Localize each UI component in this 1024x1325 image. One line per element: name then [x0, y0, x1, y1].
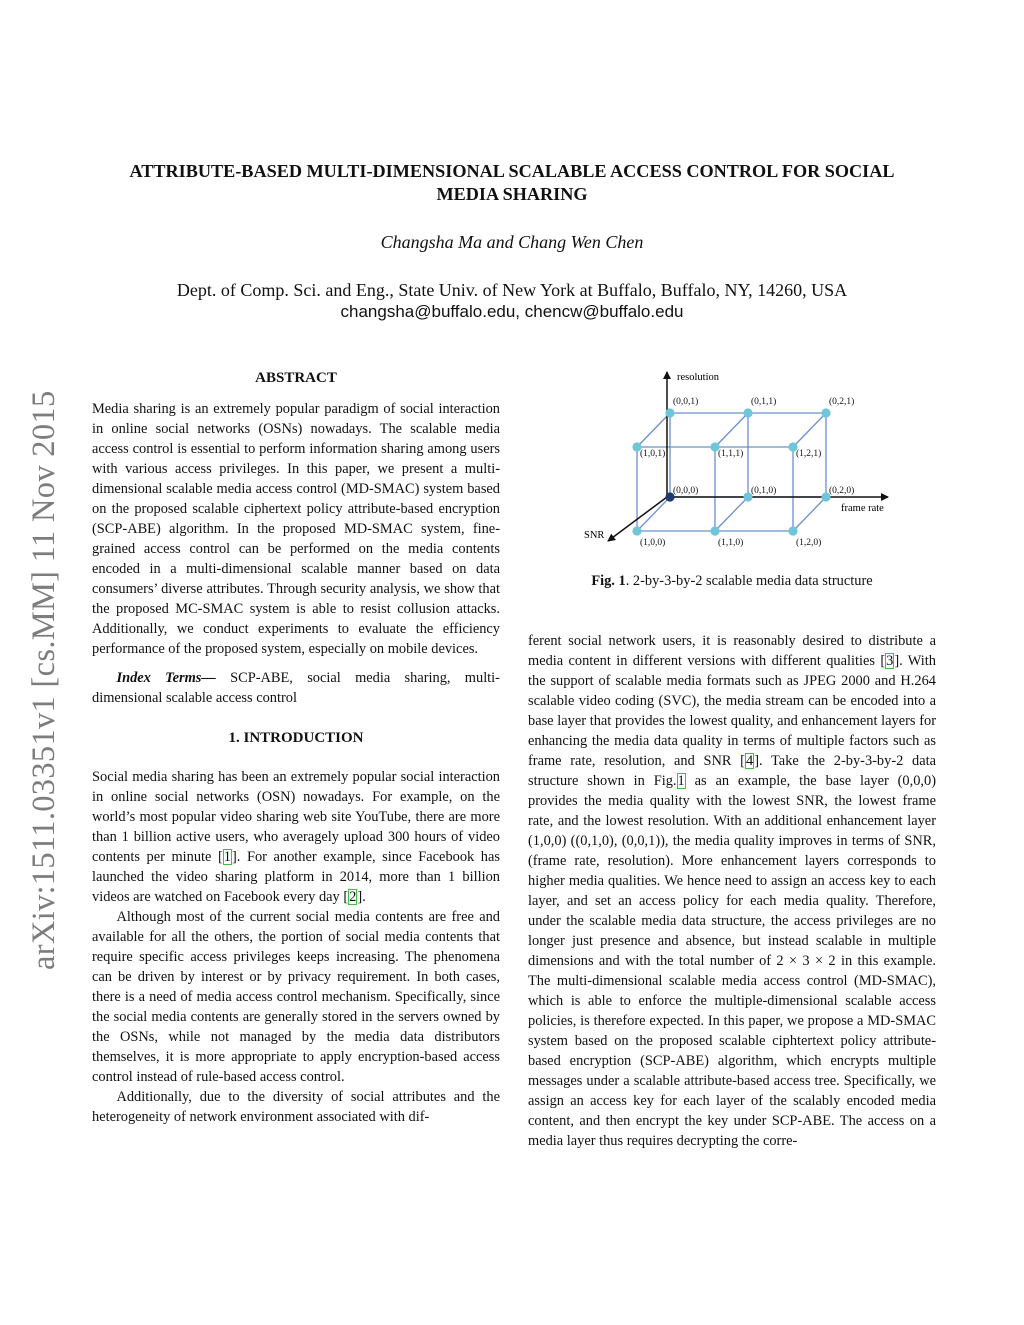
node-label: (0,1,1) — [751, 397, 777, 407]
cube-edge — [793, 497, 826, 531]
email-addresses: changsha@buffalo.edu, chencw@buffalo.edu — [340, 302, 684, 321]
citation-link-4[interactable]: 4 — [745, 753, 754, 769]
introduction-heading: 1. INTRODUCTION — [228, 730, 364, 746]
affiliation-block — [80, 279, 944, 323]
cube-node — [632, 526, 641, 535]
node-label: (1,0,0) — [640, 538, 666, 548]
node-label: (0,0,0) — [673, 486, 699, 496]
index-terms-label: Index Terms— — [116, 670, 216, 686]
node-label: (1,2,1) — [796, 449, 822, 459]
cube-edges — [637, 413, 826, 531]
node-label: (1,1,1) — [718, 449, 744, 459]
cube-node — [710, 526, 719, 535]
authors: Changsha Ma and Chang Wen Chen — [380, 232, 644, 252]
citation-link-2[interactable]: 2 — [349, 889, 357, 905]
node-label: (0,1,0) — [751, 486, 777, 496]
cube-edge — [637, 497, 670, 531]
cube-edge — [715, 497, 748, 531]
intro-paragraph-3: Additionally, due to the diversity of social attributes and the heterogeneity of network environment associated with dif- — [92, 1089, 500, 1125]
cube-node — [821, 408, 830, 417]
arxiv-identifier: arXiv:1511.03351v1 [cs.MM] 11 Nov 2015 — [26, 390, 62, 970]
citation-link-3[interactable]: 3 — [886, 653, 894, 669]
node-label: (1,1,0) — [718, 538, 744, 548]
abstract-text: Media sharing is an extremely popular paradigm of social interaction in online social networks (OSNs) nowadays. The scalable media access control is essential to perform information sharing among users with various access privileges. In this paper, we present a multi-dimensional scalable media access control (MD-SMAC) system based on the proposed scalable ciphertext policy attribute-based encryption (SCP-ABE) algorithm. In the proposed MD-SMAC system, fine-grained access control can be performed on the media contents encoded in a multi-dimensional scalable manner based on data consumers’ diverse attributes. Through security analysis, we show that the proposed MC-SMAC system is able to resist collusion attacks. Additionally, we conduct experiments to evaluate the efficiency performance of the proposed system, especially on mobile devices. — [92, 401, 500, 657]
cube-edge — [637, 413, 670, 447]
cube-edge — [793, 413, 826, 447]
right-column — [528, 631, 936, 1151]
intro-paragraph-1: Social media sharing has been an extremely popular social interaction in online social networks (OSN) nowadays. For example, on the world’s most popular video sharing web site YouTube, there are more than 1 billion active users, who averagely upload 300 hours of video contents per minute [1]. For another example, since Facebook has launched the video sharing platform in 2014, more than 1 billion videos are watched on Facebook every day [2]. — [92, 769, 500, 905]
title-line-2: MEDIA SHARING — [436, 183, 588, 204]
citation-link-1[interactable]: 1 — [223, 849, 231, 865]
node-label: (0,2,1) — [829, 397, 855, 407]
right-column-paragraph: ferent social network users, it is reasonably desired to distribute a media content in different versions with different qualities [3]. With the support of scalable media formats such as JPEG 2000 and H.264 scalable video coding (SVC), the media stream can be encoded into a base layer that provides the lowest quality, and enhancement layers for enhancing the media data quality in terms of multiple factors such as frame rate, resolution, and SNR [4]. Take the 2-by-3-by-2 data structure shown in Fig.1 as an example, the base layer (0,0,0) provides the media quality with the lowest SNR, the lowest frame rate, and the lowest resolution. With an additional enhancement layer (1,0,0) ((0,1,0), (0,0,1)), the media quality improves in terms of SNR, (frame rate, resolution). More enhancement layers corresponds to higher media qualities. We hence need to assign an access key to each layer, and set an access policy for each media quality. Therefore, under the scalable media data structure, the access privileges are no longer just presence and absence, but instead scalable in multiple dimensions and with the total number of 2 × 3 × 2 in this example. The multi-dimensional scalable media access control (MD-SMAC), which is able to enforce the multiple-dimensional scalable access policies, is therefore expected. In this paper, we propose a MD-SMAC system based on the proposed scalable ciphtertext policy attribute-based encryption (SCP-ABE) algorithm, which encrypts multiple messages under a scalable attribute-based access tree. Specifically, we assign an access key for each layer of the scalably encoded media content, and then encrypt the key under SCP-ABE. The access on a media layer thus requires decrypting the corre- — [528, 633, 936, 1149]
figure-1-caption — [528, 573, 936, 590]
cube-node — [665, 408, 674, 417]
cube-diagram — [578, 366, 898, 548]
figure-1-scalable-structure — [578, 366, 898, 548]
index-terms — [92, 668, 500, 708]
cube-node — [743, 408, 752, 417]
node-label: (1,2,0) — [796, 538, 822, 548]
intro-paragraph-2: Although most of the current social media contents are free and available for all the others, the portion of social media contents that require specific access privileges keeps increasing. The phenomena can be driven by interest or by privacy requirement. In both cases, there is a need of media access control mechanism. Specifically, since the social media contents are generally stored in the servers owned by the OSNs, while not managed by the media data distributors themselves, it is more appropriate to apply encryption-based access control instead of rule-based access control. — [92, 909, 500, 1085]
node-label: (1,0,1) — [640, 449, 666, 459]
abstract-heading: ABSTRACT — [255, 370, 337, 386]
snr-axis-label: SNR — [584, 530, 605, 541]
left-column — [92, 368, 500, 1127]
index-terms-text: SCP-ABE, social media sharing, multi-dimensional scalable access control — [92, 670, 500, 706]
node-label: (0,0,1) — [673, 397, 699, 407]
frame-rate-axis-label: frame rate — [841, 503, 884, 514]
figure-label: Fig. 1 — [591, 573, 626, 589]
paper-title — [80, 160, 944, 205]
figure-reference-link[interactable]: 1 — [677, 773, 685, 789]
title-line-1: ATTRIBUTE-BASED MULTI-DIMENSIONAL SCALABLE ACCESS CONTROL FOR SOCIAL — [129, 161, 895, 181]
cube-node — [788, 526, 797, 535]
figure-caption-text: . 2-by-3-by-2 scalable media data structure — [625, 573, 873, 589]
affiliation: Dept. of Comp. Sci. and Eng., State Univ. of New York at Buffalo, Buffalo, NY, 14260, USA — [176, 280, 848, 300]
node-label: (0,2,0) — [829, 486, 855, 496]
cube-edge — [715, 413, 748, 447]
resolution-axis-label: resolution — [677, 372, 719, 383]
